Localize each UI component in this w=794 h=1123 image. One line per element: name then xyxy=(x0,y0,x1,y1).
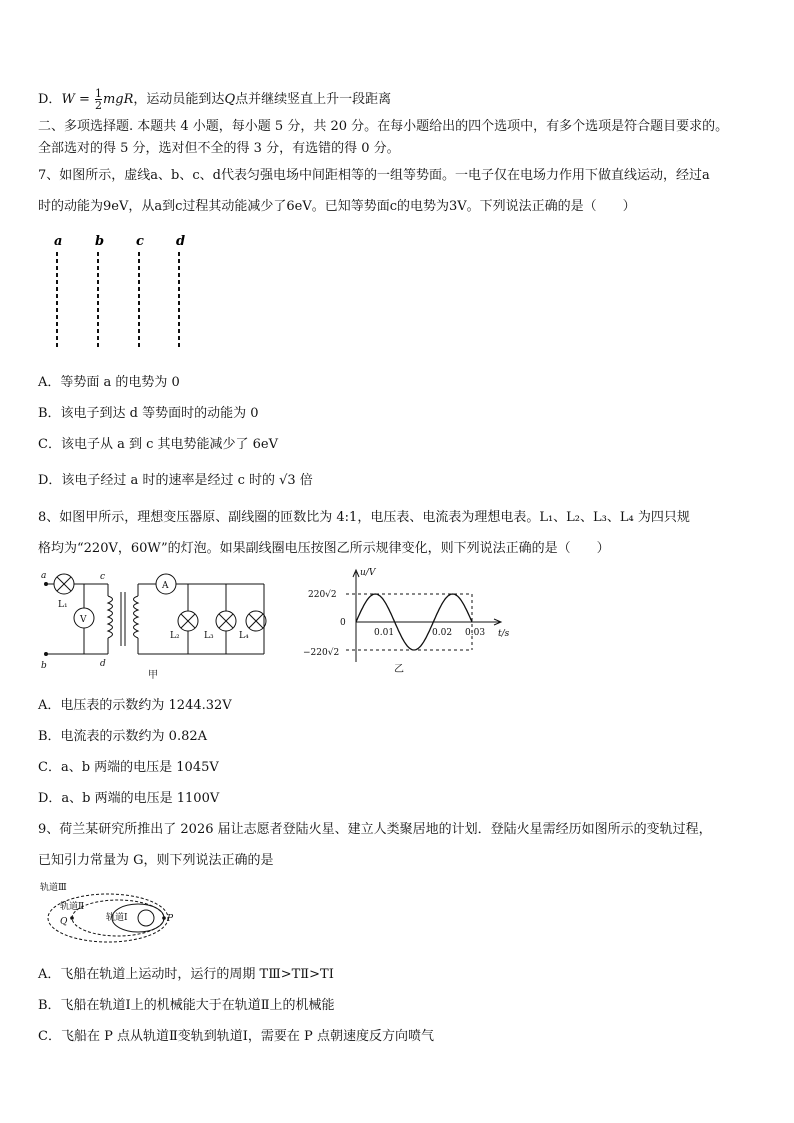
option-text-2: 点并继续竖直上升一段距离 xyxy=(235,92,392,107)
point-p-dot xyxy=(162,916,166,920)
q8-stem-line1: 8、如图甲所示，理想变压器原、副线圈的匝数比为 4:1，电压表、电流表为理想电表。L₁、L₂、L₃、L₄ 为四只规 xyxy=(38,510,690,525)
fraction-denominator: 2 xyxy=(94,99,102,112)
formula-w: W xyxy=(61,92,75,107)
q9-option-a: A．飞船在轨道上运动时，运行的周期 TⅢ>TⅡ>TⅠ xyxy=(38,967,334,982)
label-d: d xyxy=(176,234,186,249)
graph-caption: 乙 xyxy=(394,664,404,675)
q8-option-a: A．电压表的示数约为 1244.32V xyxy=(38,698,232,713)
q9-orbit-figure xyxy=(38,880,188,956)
x-tick-0.03: 0.03 xyxy=(465,628,486,638)
label-c: c xyxy=(136,234,144,249)
q8-circuit-diagram xyxy=(38,566,278,682)
section2-line1: 二、多项选择题. 本题共 4 小题，每小题 5 分，共 20 分。在每小题给出的四个选项中，有多个选项是符合题目要求的。 xyxy=(38,119,729,134)
q8-voltage-graph xyxy=(300,562,530,678)
option-prefix: D． xyxy=(38,92,62,107)
ammeter-label: A xyxy=(162,581,169,591)
q9-option-b: B．飞船在轨道Ⅰ上的机械能大于在轨道Ⅱ上的机械能 xyxy=(38,998,335,1013)
lamp-l1-label: L₁ xyxy=(58,600,68,610)
section2-line2: 全部选对的得 5 分，选对但不全的得 3 分，有选错的得 0 分。 xyxy=(38,141,400,156)
fraction xyxy=(95,88,102,111)
q8-stem-line2: 格均为“220V，60W”的灯泡。如果副线圈电压按图乙所示规律变化，则下列说法正确的是（ ） xyxy=(38,541,610,556)
q9-stem-line1: 9、荷兰某研究所推出了 2026 届让志愿者登陆火星、建立人类聚居地的计划．登陆火星需经历如图所示的变轨过程， xyxy=(38,822,712,837)
q7-option-a: A．等势面 a 的电势为 0 xyxy=(38,375,180,390)
q7-option-b: B．该电子到达 d 等势面时的动能为 0 xyxy=(38,406,259,421)
orbit-1-label: 轨道Ⅰ xyxy=(106,913,128,923)
orbit-2-label: 轨道Ⅱ xyxy=(60,902,85,912)
point-q: Q xyxy=(224,92,236,107)
label-b: b xyxy=(95,234,105,249)
origin-label: 0 xyxy=(340,618,346,628)
q7-option-d: D．该电子经过 a 时的速率是经过 c 时的 √3 倍 xyxy=(38,473,313,488)
q8-option-b: B．电流表的示数约为 0.82A xyxy=(38,729,208,744)
label-a: a xyxy=(54,234,63,249)
formula-eq: = xyxy=(74,92,94,107)
y-axis-label: u/V xyxy=(360,568,376,578)
q7-equipotential-figure xyxy=(40,228,210,358)
formula-tail: mgR xyxy=(102,92,134,107)
circuit-caption: 甲 xyxy=(148,670,158,681)
point-q-dot xyxy=(70,916,74,920)
option-text: ，运动员能到达 xyxy=(133,92,225,107)
q7-stem-line1: 7、如图所示，虚线a、b、c、d代表匀强电场中间距相等的一组等势面。一电子仅在电场力作用下做直线运动，经过a xyxy=(38,168,710,183)
x-axis-label: t/s xyxy=(498,629,510,639)
x-tick-0.02: 0.02 xyxy=(432,628,453,638)
y-min-label: −220√2 xyxy=(303,648,340,658)
lamp-l3-label: L₃ xyxy=(204,631,214,641)
q7-stem-line2: 时的动能为9eV，从a到c过程其动能减少了6eV。已知等势面c的电势为3V。下列说法正确的是（ ） xyxy=(38,199,636,214)
terminal-c: c xyxy=(100,572,106,582)
mars-planet xyxy=(138,910,154,926)
q8-option-d: D．a、b 两端的电压是 1100V xyxy=(38,791,220,806)
y-max-label: 220√2 xyxy=(308,590,337,600)
terminal-d: d xyxy=(100,659,106,669)
orbit-3-label: 轨道Ⅲ xyxy=(40,883,67,893)
terminal-b: b xyxy=(41,661,47,671)
terminal-a: a xyxy=(41,571,47,581)
q9-stem-line2: 已知引力常量为 G，则下列说法正确的是 xyxy=(38,853,274,868)
x-tick-0.01: 0.01 xyxy=(374,628,395,638)
q7-option-c: C．该电子从 a 到 c 其电势能减少了 6eV xyxy=(38,437,278,452)
point-p-label: P xyxy=(167,914,174,924)
q9-option-c: C．飞船在 P 点从轨道Ⅱ变轨到轨道Ⅰ，需要在 P 点朝速度反方向喷气 xyxy=(38,1029,434,1044)
q6-option-d xyxy=(38,88,391,111)
lamp-l4-label: L₄ xyxy=(239,631,249,641)
lamp-l2-label: L₂ xyxy=(170,631,180,641)
fraction-numerator: 1 xyxy=(94,87,102,100)
point-q-label: Q xyxy=(60,917,68,927)
voltmeter-label: V xyxy=(80,615,87,625)
q8-option-c: C．a、b 两端的电压是 1045V xyxy=(38,760,219,775)
